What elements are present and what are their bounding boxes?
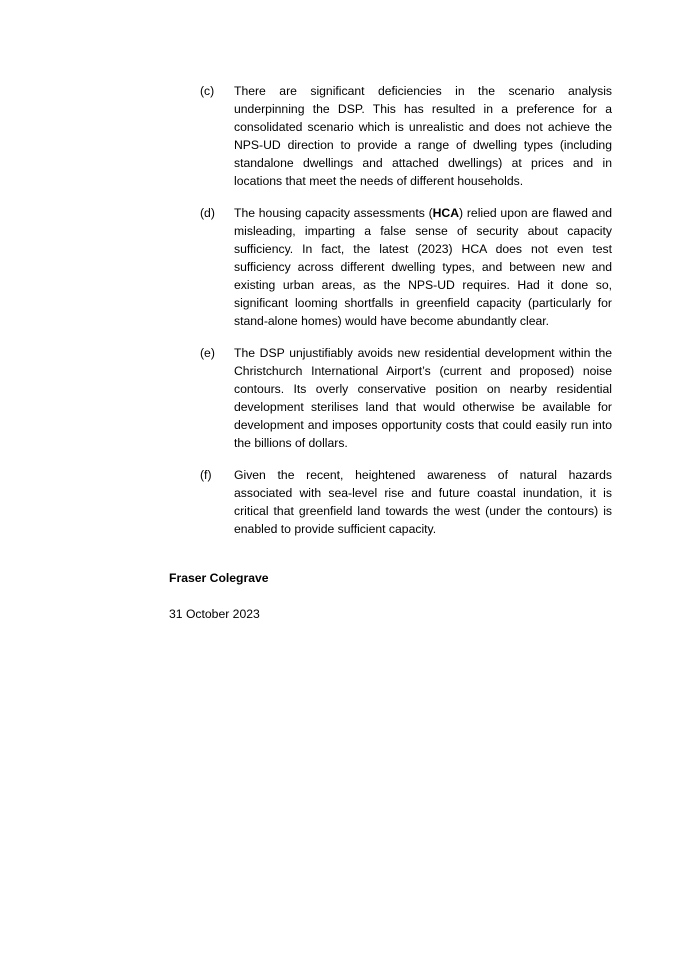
clause-f [200,466,612,538]
clause-text: Given the recent, heightened awareness of natural hazards associated with sea-level rise and future coastal inundation, it is critical that greenfield land towards the west (under the contours) is enabled to provide sufficient capacity. [234,468,612,536]
clause-label: (f) [200,468,212,482]
clause-text-part: The housing capacity assessments ( [234,206,433,220]
clause-label: (d) [200,206,215,220]
clause-d [200,204,612,330]
clause-text: There are significant deficiencies in the scenario analysis underpinning the DSP. This has resulted in a preference for a consolidated scenario which is unrealistic and does not achieve the NPS-UD direction to provide a range of dwelling types (including standalone dwellings and attached dwellings) at prices and in locations that meet the needs of different households. [234,84,612,188]
clause-text: The DSP unjustifiably avoids new residential development within the Christchurch International Airport’s (current and proposed) noise contours. Its overly conservative position on nearby residential development sterilises land that would otherwise be available for development and imposes opportunity costs that could easily run into the billions of dollars. [234,346,612,450]
clause-text-part: ) relied upon are flawed and misleading, imparting a false sense of security about capacity sufficiency. In fact, the latest (2023) HCA does not even test sufficiency across different dwelling types, and between new and existing urban areas, as the NPS-UD requires. Had it done so, significant looming shortfalls in greenfield capacity (particularly for stand-alone homes) would have become abundantly clear. [234,206,612,328]
clause-e [200,344,612,452]
signature-name: Fraser Colegrave [169,571,269,585]
clause-text [234,204,612,330]
hca-abbreviation: HCA [432,206,460,220]
clause-c [200,82,612,190]
clause-label: (c) [200,84,215,98]
signature-date: 31 October 2023 [169,607,260,621]
clause-label: (e) [200,346,215,360]
